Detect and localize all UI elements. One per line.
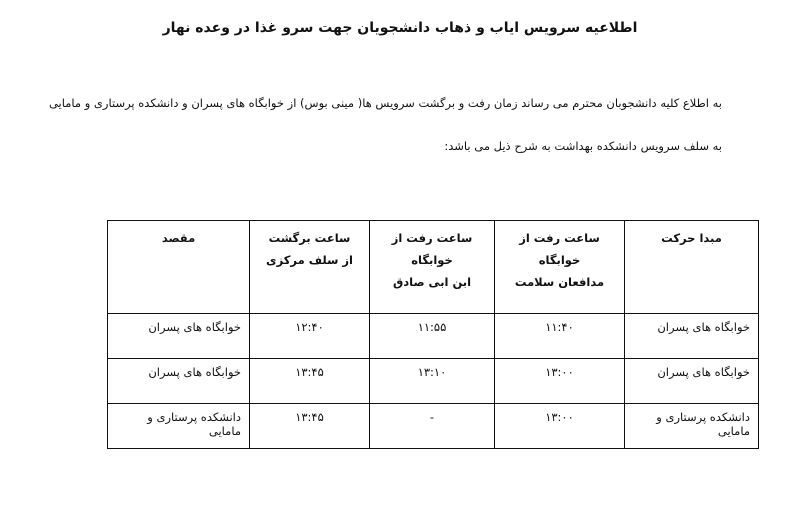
header-departure-ebneabisadegh <box>370 221 495 314</box>
cell-destination: خوابگاه های پسران <box>108 359 250 404</box>
header-departure-modafean-line2: مدافعان سلامت <box>514 275 605 289</box>
bus-schedule-table <box>107 220 759 449</box>
header-origin-label: مبدا حرکت <box>661 231 722 245</box>
cell-departure-modafean: ۱۳:۰۰ <box>495 404 625 449</box>
header-destination <box>108 221 250 314</box>
table-header-row <box>108 221 759 314</box>
announcement-title: اطلاعیه سرویس ایاب و ذهاب دانشجویان جهت سرو غذا در وعده نهار <box>162 20 638 36</box>
intro-paragraph-continued: به سلف سرویس دانشکده بهداشت به شرح ذیل می باشد: <box>444 139 722 153</box>
table-row <box>108 359 759 404</box>
cell-departure-ebneabisadegh: ۱۳:۱۰ <box>370 359 495 404</box>
header-return-line1: ساعت برگشت <box>268 231 351 245</box>
cell-departure-modafean: ۱۱:۴۰ <box>495 314 625 359</box>
cell-return: ۱۲:۴۰ <box>250 314 370 359</box>
header-origin <box>625 221 759 314</box>
header-departure-modafean <box>495 221 625 314</box>
cell-departure-modafean: ۱۳:۰۰ <box>495 359 625 404</box>
table-row <box>108 404 759 449</box>
table-row <box>108 314 759 359</box>
header-return-line2: از سلف مرکزی <box>266 253 353 267</box>
header-destination-label: مقصد <box>161 231 196 245</box>
header-departure-ebneabisadegh-line1: ساعت رفت از خوابگاه <box>391 231 473 267</box>
cell-origin: دانشکده پرستاری و مامایی <box>625 404 759 449</box>
cell-departure-ebneabisadegh: - <box>370 404 495 449</box>
cell-origin: خوابگاه های پسران <box>625 359 759 404</box>
cell-return: ۱۳:۴۵ <box>250 359 370 404</box>
cell-departure-ebneabisadegh: ۱۱:۵۵ <box>370 314 495 359</box>
cell-return: ۱۳:۴۵ <box>250 404 370 449</box>
cell-destination: خوابگاه های پسران <box>108 314 250 359</box>
header-departure-ebneabisadegh-line2: ابن ابی صادق <box>392 275 472 289</box>
cell-destination: دانشکده پرستاری و مامایی <box>108 404 250 449</box>
header-departure-modafean-line1: ساعت رفت از خوابگاه <box>519 231 600 267</box>
intro-paragraph: به اطلاع کلیه دانشجوبان محترم می رساند زمان رفت و برگشت سرویس ها( مینی بوس) از خوابگاه های پسران و دانشکده پرستاری و مامایی <box>48 96 722 110</box>
cell-origin: خوابگاه های پسران <box>625 314 759 359</box>
header-return <box>250 221 370 314</box>
